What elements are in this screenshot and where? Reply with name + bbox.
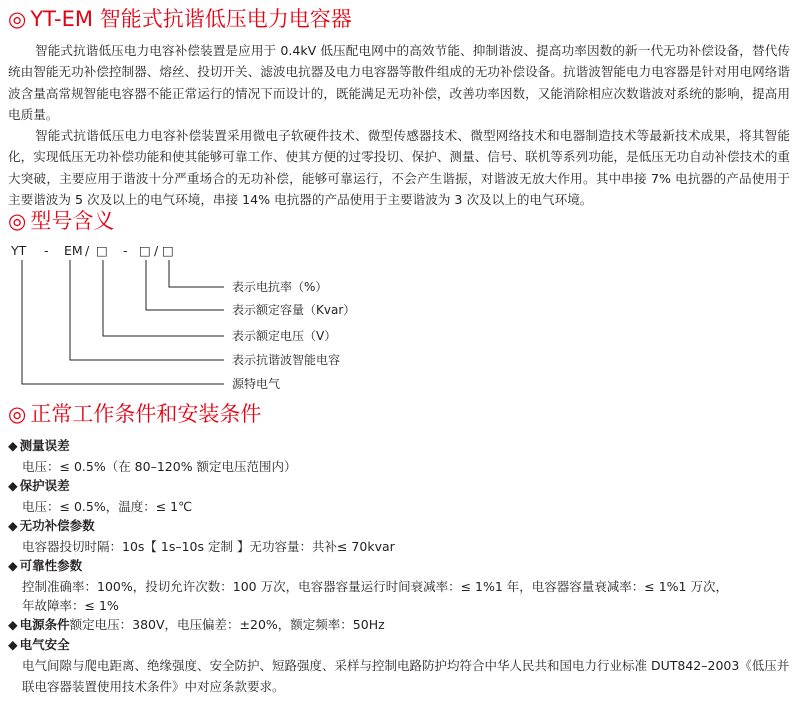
section-reactive-line: 电容器投切时隔：10s【 1s–10s 定制 】无功容量：共补≤ 70kvar <box>22 539 395 554</box>
code-box-3: □ <box>162 243 174 258</box>
diamond-bullet-icon: ◆ <box>8 558 18 573</box>
double-circle-icon: ◎ <box>8 7 27 31</box>
tree-line-voltage <box>103 260 224 336</box>
code-box-1: □ <box>96 243 108 258</box>
section-safety-title <box>8 637 70 653</box>
model-label-capacity: 表示额定容量（Kvar） <box>232 303 356 317</box>
section-protect-title-text: 保护误差 <box>19 478 70 493</box>
section-reliability-line-2: 年故障率：≤ 1% <box>22 598 119 613</box>
tree-line-brand <box>22 260 224 384</box>
section-safety-title-text: 电气安全 <box>19 637 70 652</box>
diamond-bullet-icon: ◆ <box>8 637 18 652</box>
code-box-2: □ <box>139 243 151 258</box>
section-power-title <box>8 617 385 633</box>
model-label-ratio: 表示电抗率（%） <box>232 280 328 294</box>
section-reactive-title-text: 无功补偿参数 <box>19 518 95 533</box>
section-power-title-text: 电源条件 <box>19 617 70 632</box>
double-circle-icon: ◎ <box>8 209 27 233</box>
section-measure-title <box>8 438 70 454</box>
intro-paragraph-2: 智能式抗谐低压电力电容补偿装置采用微电子软硬件技术、微型传感器技术、微型网络技术和电器制造技术等最新技术成果，将其智能化，实现低压无功补偿功能和使其能够可靠工作、使其方便的过零投切、保护、测量、信号、联机等系列功能，是低压无功自动补偿技术的重大突破，主要应用于谐波十分严重场合的无功补偿，能够可靠运行，不会产生谐振，对谐波无放大作用。其中串接 7% 电抗器的产品使用于主要谐波为 5 次及以上的电气环境，串接 14% 电抗器的产品使用于主要谐波为 3 次及以上的电气环境。 <box>8 128 790 208</box>
intro-paragraph-1: 智能式抗谐低压电力电容补偿装置是应用于 0.4kV 低压配电网中的高效节能、抑制谐波、提高功率因数的新一代无功补偿设备，替代传统由智能无功补偿控制器、熔丝、投切开关、滤波电抗器及电力电容器等散件组成的无功补偿设备。抗谐波智能电力电容器是针对用电网络谐波含量高常规智能电容器不能正常运行的情况下而设计的，既能满足无功补偿，改善功率因数，又能消除相应次数谐波对系统的影响，提高用电质量。 <box>8 43 790 123</box>
code-dash-1: - <box>44 243 49 258</box>
section-protect-title <box>8 478 70 494</box>
section-safety-line: 电气间隙与爬电距离、绝缘强度、安全防护、短路强度、采样与控制电路防护均符合中华人民共和国电力行业标准 DUT842–2003《低压并联电容器装置使用技术条件》中对应条款要求。 <box>22 658 790 694</box>
diamond-bullet-icon: ◆ <box>8 518 18 533</box>
product-title-text: YT-EM 智能式抗谐低压电力电容器 <box>30 7 352 31</box>
model-label-type: 表示抗谐波智能电容 <box>232 353 341 367</box>
section-reliability-title <box>8 558 82 574</box>
section-power-line: 额定电压：380V，电压偏差：±20%，额定频率：50Hz <box>69 617 385 632</box>
conditions-heading <box>8 401 261 427</box>
code-em: EM <box>64 243 83 258</box>
tree-line-ratio <box>169 260 224 287</box>
double-circle-icon: ◎ <box>8 402 27 426</box>
code-slash-2: / <box>154 243 159 258</box>
section-protect-line: 电压：≤ 0.5%，温度：≤ 1℃ <box>22 499 193 514</box>
section-reliability-line-1: 控制准确率：100%，投切允许次数：100 万次，电容器容量运行时间衰减率：≤ 1%1 年，电容器容量衰减率：≤ 1%1 万次， <box>22 579 728 594</box>
model-heading-text: 型号含义 <box>30 209 115 233</box>
section-measure-title-text: 测量误差 <box>19 438 70 453</box>
section-measure-line: 电压：≤ 0.5%（在 80–120% 额定电压范围内） <box>22 459 297 474</box>
model-label-voltage: 表示额定电压（V） <box>232 329 337 343</box>
conditions-heading-text: 正常工作条件和安装条件 <box>30 402 262 426</box>
diamond-bullet-icon: ◆ <box>8 478 18 493</box>
model-label-brand: 源特电气 <box>232 377 281 391</box>
diamond-bullet-icon: ◆ <box>8 438 18 453</box>
diamond-bullet-icon: ◆ <box>8 617 18 632</box>
section-reliability-title-text: 可靠性参数 <box>19 558 83 573</box>
code-yt: YT <box>11 243 27 258</box>
tree-line-capacity <box>146 260 224 310</box>
section-reactive-title <box>8 518 95 534</box>
code-slash-1: / <box>85 243 90 258</box>
code-dash-2: - <box>123 243 128 258</box>
